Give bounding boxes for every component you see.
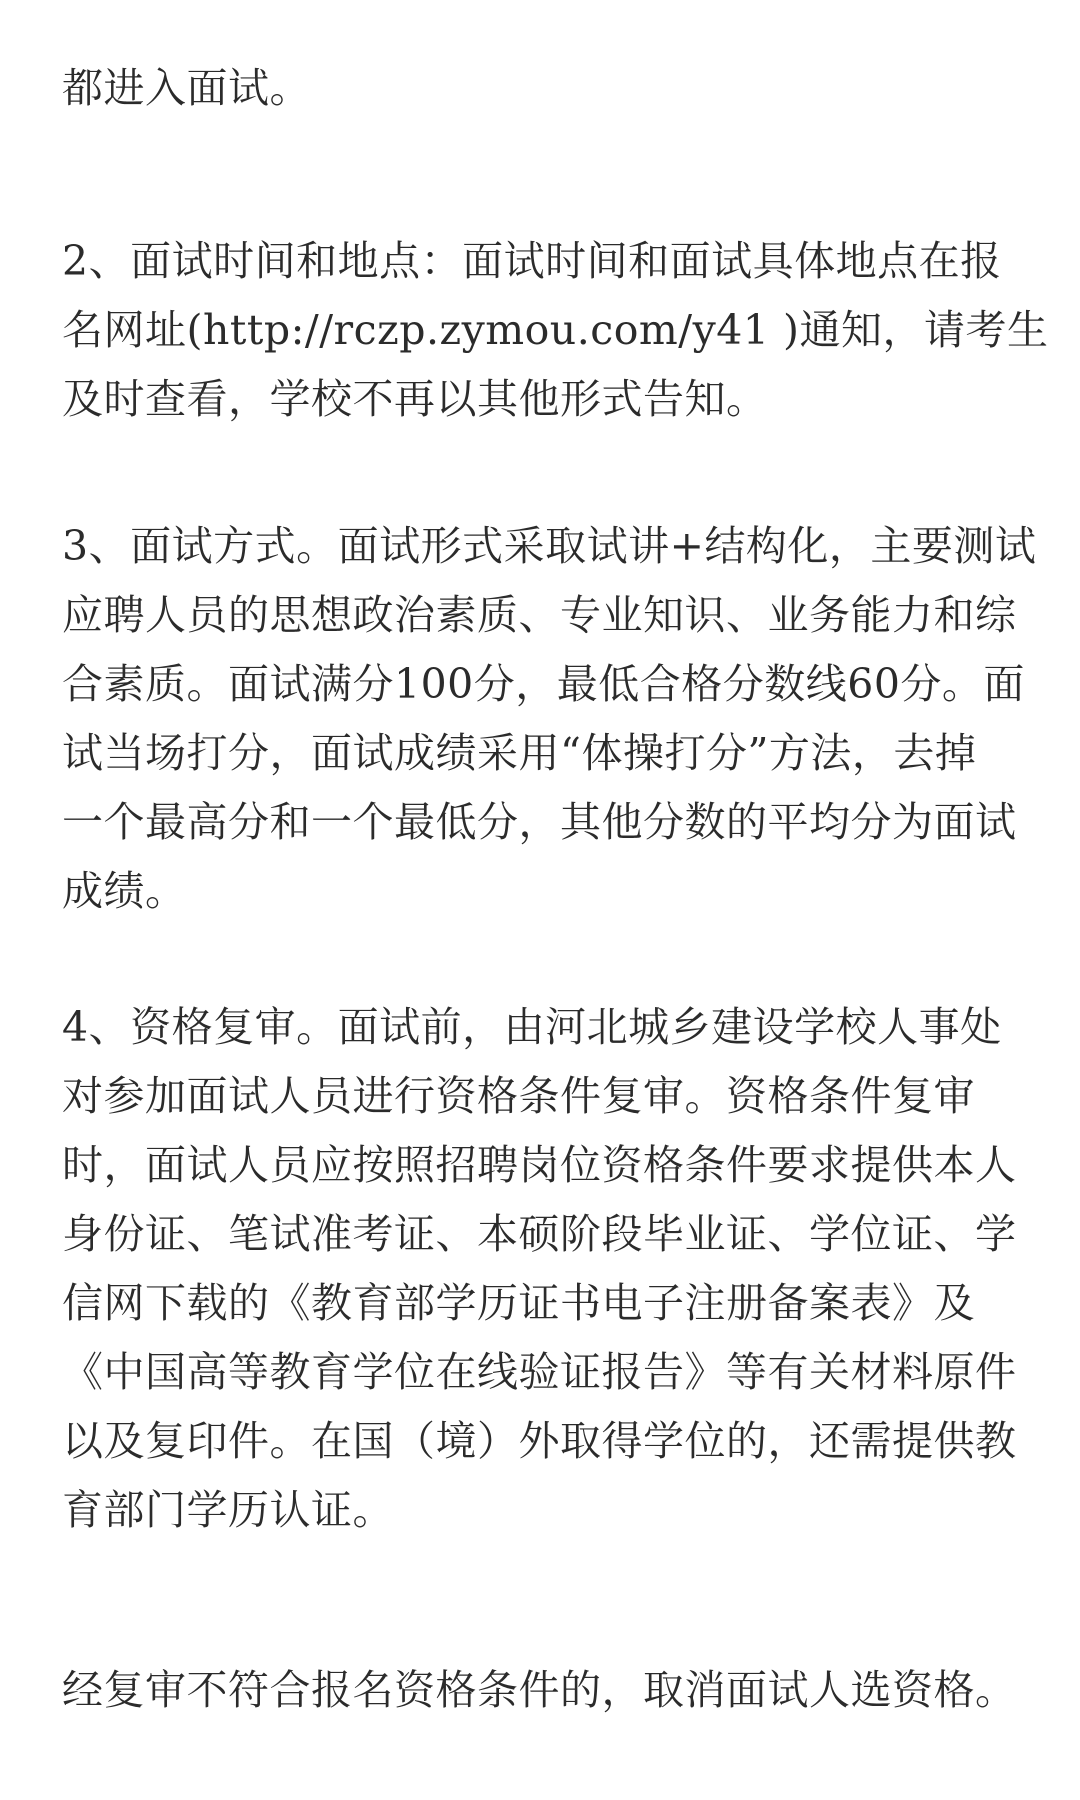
text-line: 合素质。面试满分100分，最低合格分数线60分。面 bbox=[62, 660, 1025, 708]
text-line: 及时查看，学校不再以其他形式告知。 bbox=[62, 375, 768, 423]
paragraph-qualification-review bbox=[62, 993, 1022, 1545]
paragraph-interview-entry bbox=[62, 54, 1022, 123]
text-line: 3、面试方式。面试形式采取试讲+结构化，主要测试 bbox=[62, 522, 1037, 570]
text-line-with-url: 名网址(http://rczp.zymou.com/y41 )通知，请考生 bbox=[62, 306, 1049, 354]
paragraph-interview-method bbox=[62, 512, 1037, 926]
text-line: 都进入面试。 bbox=[62, 64, 311, 112]
text-line: 4、资格复审。面试前，由河北城乡建设学校人事处 bbox=[62, 1003, 1002, 1051]
paragraph-disqualification bbox=[62, 1656, 1022, 1725]
paragraph-interview-time-place bbox=[62, 227, 1049, 434]
text-line: 育部门学历认证。 bbox=[62, 1486, 394, 1534]
text-line: 以及复印件。在国（境）外取得学位的，还需提供教 bbox=[62, 1417, 1017, 1465]
text-line: 经复审不符合报名资格条件的，取消面试人选资格。 bbox=[62, 1666, 1017, 1714]
text-line: 《中国高等教育学位在线验证报告》等有关材料原件 bbox=[62, 1348, 1017, 1396]
text-line: 应聘人员的思想政治素质、专业知识、业务能力和综 bbox=[62, 591, 1017, 639]
text-line: 信网下载的《教育部学历证书电子注册备案表》及 bbox=[62, 1279, 975, 1327]
text-line: 身份证、笔试准考证、本硕阶段毕业证、学位证、学 bbox=[62, 1210, 1017, 1258]
text-line: 成绩。 bbox=[62, 867, 187, 915]
text-line: 时，面试人员应按照招聘岗位资格条件要求提供本人 bbox=[62, 1141, 1017, 1189]
text-line: 2、面试时间和地点：面试时间和面试具体地点在报 bbox=[62, 237, 1002, 285]
text-line: 对参加面试人员进行资格条件复审。资格条件复审 bbox=[62, 1072, 975, 1120]
text-line: 一个最高分和一个最低分，其他分数的平均分为面试 bbox=[62, 798, 1017, 846]
text-line: 试当场打分，面试成绩采用“体操打分”方法，去掉 bbox=[62, 729, 977, 777]
